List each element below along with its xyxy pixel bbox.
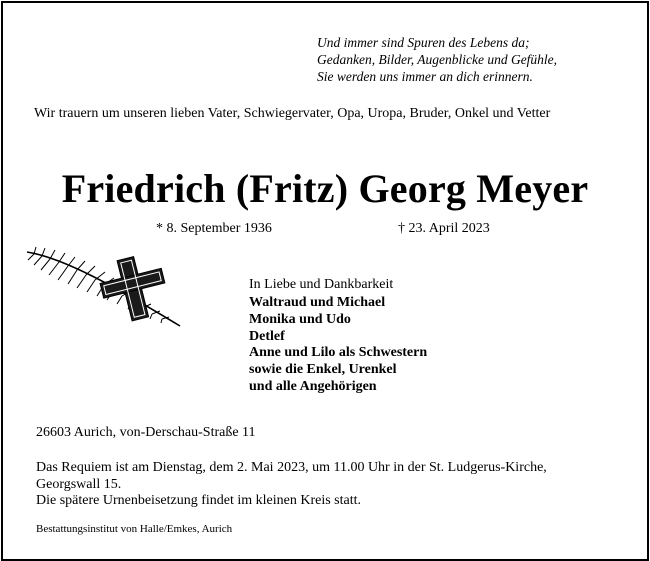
requiem-line: Das Requiem ist am Dienstag, dem 2. Mai 2023, um 11.00 Uhr in der St. Ludgerus-Kirche, — [36, 460, 547, 475]
deceased-name: Friedrich (Fritz) Georg Meyer — [61, 166, 589, 211]
birth-date: * 8. September 1936 — [156, 221, 272, 236]
mourner-entry: und alle Angehörigen — [249, 378, 377, 394]
mourners-list — [249, 295, 427, 396]
mourner-entry: Waltraud und Michael — [249, 295, 386, 310]
mourner-entry: sowie die Enkel, Urenkel — [249, 362, 397, 378]
requiem-line: Georgswall 15. — [36, 477, 122, 492]
poem-line: Gedanken, Bilder, Augenblicke und Gefühle, — [317, 52, 558, 67]
poem-line: Sie werden uns immer an dich erinnern. — [317, 69, 533, 84]
urn-burial-notice: Die spätere Urnenbeisetzung findet im kleinen Kreis statt. — [36, 493, 362, 508]
mourning-statement: Wir trauern um unseren lieben Vater, Schwiegervater, Opa, Uropa, Bruder, Onkel und Vetter — [34, 106, 551, 121]
palm-leaf-and-cross-icon — [24, 246, 196, 330]
mourner-entry: Detlef — [249, 328, 285, 344]
family-address: 26603 Aurich, von-Derschau-Straße 11 — [36, 425, 256, 440]
gratitude-line: In Liebe und Dankbarkeit — [249, 277, 394, 292]
poem — [317, 34, 557, 85]
mourner-entry: Anne und Lilo als Schwestern — [249, 345, 428, 361]
requiem-notice — [36, 459, 547, 493]
death-date: † 23. April 2023 — [398, 221, 490, 236]
mourner-entry: Monika und Udo — [249, 311, 351, 327]
poem-line: Und immer sind Spuren des Lebens da; — [317, 35, 530, 50]
funeral-home: Bestattungsinstitut von Halle/Emkes, Aurich — [36, 523, 233, 535]
